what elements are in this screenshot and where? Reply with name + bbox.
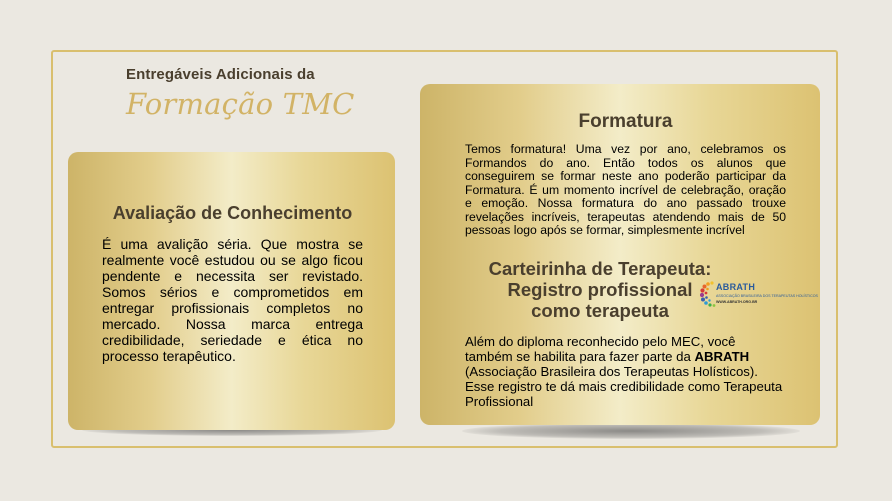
graduation-title: Formatura <box>578 111 673 132</box>
abrath-logo <box>700 279 818 321</box>
graduation-card <box>420 84 820 425</box>
graduation-text: Temos formatura! Uma vez por ano, celebramos os Formandos do ano. Então todos os alunos que conseguirem se formar neste ano poderão participar da Formatura. É um momento incrível de celebração, oração e emoção. Nossa formatura do ano passado trouxe revelações incríveis, terapeutas atendendo mais de 50 pessoas logo após se formar, simplesmente incrível <box>465 142 786 237</box>
therapist-card-text-start: Além do diploma reconhecido pelo MEC, você também se habilita para fazer parte da <box>465 333 736 364</box>
therapist-card-title-line1: Carteirinha de Terapeuta: <box>488 257 712 279</box>
therapist-card-title-line3: como terapeuta <box>531 299 669 321</box>
knowledge-assessment-title: Avaliação de Conhecimento <box>112 203 353 223</box>
therapist-card-title <box>475 258 725 321</box>
knowledge-assessment-text: É uma avalição séria. Que mostra se realmente você estudou ou se algo ficou pendente e necessita ser revistado. Somos sérios e comprometidos em entregar profissionais completos no mercado. Nossa marca entrega credibilidade, seriedade e ética no processo terapêutico. <box>102 236 363 364</box>
right-card-shadow <box>462 423 800 439</box>
logo-name: ABRATH <box>716 281 756 292</box>
heading-title: Formação TMC <box>126 87 355 121</box>
heading-block <box>126 66 366 121</box>
heading-subtitle: Entregáveis Adicionais da <box>126 66 315 83</box>
therapist-card-text <box>465 334 786 409</box>
therapist-card-title-line2: Registro profissional <box>507 278 693 300</box>
therapist-card-text-end: (Associação Brasileira dos Terapeutas Holísticos). Esse registro te dá mais credibilidade como Terapeuta Profissional <box>465 363 783 409</box>
abrath-highlight: ABRATH <box>694 348 750 364</box>
logo-description: ASSOCIAÇÃO BRASILEIRA DOS TERAPEUTAS HOLÍSTICOS <box>716 293 818 298</box>
logo-url: WWW.ABRATH.ORG.BR <box>716 299 758 304</box>
knowledge-assessment-card <box>68 152 395 430</box>
therapist-card-block <box>465 257 818 322</box>
